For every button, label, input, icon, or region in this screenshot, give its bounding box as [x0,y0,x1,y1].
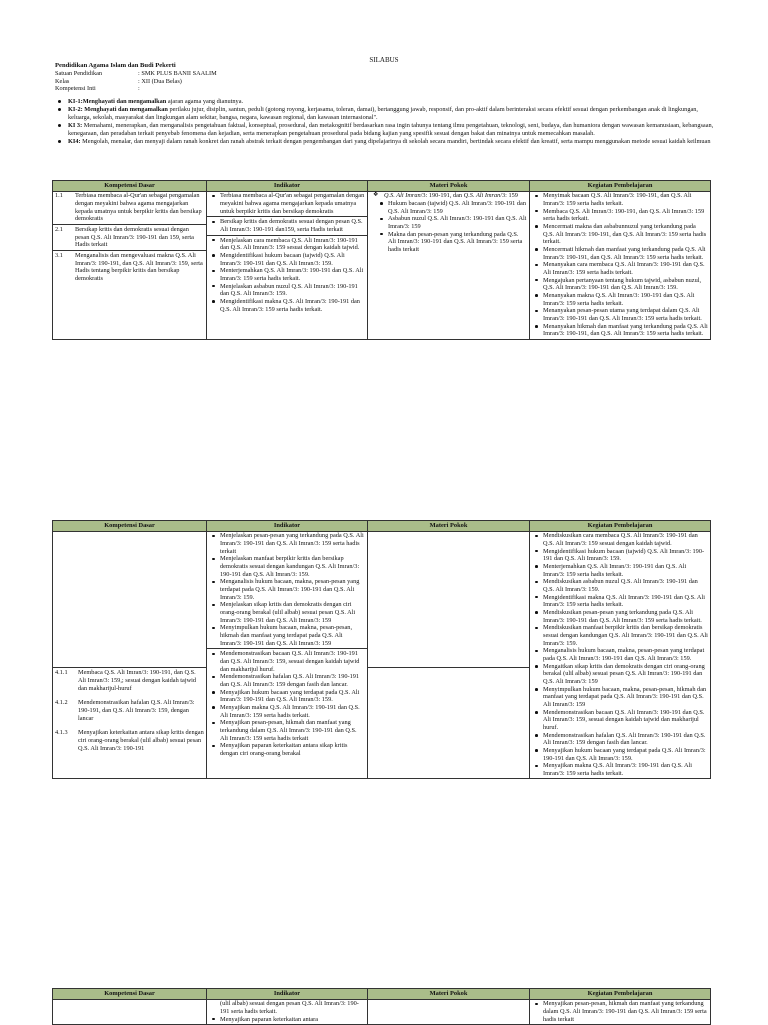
list-item: Terbiasa membaca al-Qur'an sebagai pengamalan dengan meyakini bahwa agama mengajarkan kepada umatnya untuk berpikir kritis dan bersikap demokratis [209,192,365,215]
kd-item: 1.1 Terbiasa membaca al-Qur'an sebagai pengamalan dengan meyakini bahwa agama mengajarkan kepada umatnya untuk berpikir kritis dan bersikap demokratis [55,192,202,223]
list-item: Mengaitkan sikap kritis dan demokratis dengan ciri orang-orang berakal (ulil albab) sesuai pesan Q.S. Ali Imran/3: 190-191 dan Q.S. Ali Imran/3: 159 [532,663,708,686]
list-item: Mencermati hikmah dan manfaat yang terkandung pada Q.S. Ali Imran/3: 190-191, dan Q.S. Ali Imran/3: 159 serta hadis terkait. [532,246,708,261]
list-item: Mendemonstrasikan hafalan Q.S. Ali Imran/3: 190-191 dan Q.S. Ali Imran/3: 159 dengan fasih dan lancar. [209,673,365,688]
list-item: Mengidentifikasi hukum bacaan (tajwid) Q.S. Ali Imran/3: 190-191 dan Q.S. Ali Imran/3: 159. [209,252,365,267]
meta-row-kelas: Kelas : XII (Dua Belas) [55,77,182,85]
indikator-list [209,192,365,215]
list-item: Menjelaskan cara membaca Q.S. Ali Imran/3: 190-191 dan Q.S. Ali Imran/3: 159 sesuai dengan kaidah tajwid. [209,237,365,252]
list-item: Menyimpulkan hukum bacaan, makna, pesan-pesan, hikmah dan manfaat yang terdapat pada Q.S. Ali Imran/3: 190-191 dan Q.S. Ali Imran/3: 159 [209,624,365,647]
indikator-cell [207,531,368,779]
list-item: Menyimpulkan hukum bacaan, makna, pesan-pesan, hikmah dan manfaat yang terdapat pada Q.S. Ali Imran/3: 190-191 dan Q.S. Ali Imran/3: 159 [532,686,708,709]
kd-cell [53,999,207,1024]
header-kompetensi-dasar: Kompetensi Dasar [53,181,207,192]
list-item: Menyajikan paparan keterkaitan antara sikap kritis dengan ciri orang-orang berakal [209,742,365,757]
kegiatan-list [532,532,708,778]
list-item: Mencermati makna dan asbabunnuzul yang terkandung pada Q.S. Ali Imran/3: 190-191, dan Q.S. Ali Imran/3: 159 serta hadis terkait. [532,223,708,246]
kompetensi-inti-list [55,98,715,146]
kd-cell [53,191,207,339]
kegiatan-list [532,192,708,338]
list-item: Mendiskusikan pesan-pesan yang terkandung pada Q.S. Ali Imran/3: 190-191 dan Q.S. Ali Imran/3: 159 serta hadis terkait. [532,609,708,624]
list-item: Mendiskusikan cara membaca Q.S. Ali Imran/3: 190-191 dan Q.S. Ali Imran/3: 159 sesuai dengan kaidah tajwid. [532,532,708,547]
materi-cell [368,191,530,339]
list-item: Bersikap kritis dan demokratis sesuai dengan pesan Q.S. Ali Imran/3: 190-191 dan159, serta Hadis terkait [209,218,365,233]
silabus-table-2 [52,520,711,779]
list-item: Mengidentifikasi makna Q.S. Ali Imran/3: 190-191 dan Q.S. Ali Imran/3: 159 serta hadis terkait. [532,594,708,609]
indikator-list [209,218,365,233]
list-item: Menganalisis hukum bacaan, makna, pesan-pesan yang terdapat pada Q.S. Ali Imran/3: 190-191 dan Q.S. Ali Imran/3: 159. [209,578,365,601]
indikator-continued-text: (ulil albab) sesuai dengan pesan Q.S. Ali Imran/3: 190-191 serta hadis terkait. [220,1000,359,1015]
header-materi-pokok: Materi Pokok [368,181,530,192]
list-item: Menyimak bacaan Q.S. Ali Imran/3: 190-191, dan Q.S. Ali Imran/3: 159 serta hadis terkait. [532,192,708,207]
kegiatan-cell [530,999,711,1024]
diamond-bullet-icon: ❖ [373,192,379,199]
table-header-row [53,181,711,192]
materi-cell [368,531,530,779]
kegiatan-cell [530,531,711,779]
header-kompetensi-dasar: Kompetensi Dasar [53,521,207,532]
kd-item: 2.1 Bersikap kritis dan demokratis sesuai dengan pesan Q.S. Ali Imran/3: 190-191 dan 159, serta Hadis terkait [55,226,194,249]
list-item: Menanyakan pesan-pesan utama yang terdapat dalam Q.S. Ali Imran/3: 190-191 dan Q.S. Ali Imran/3: 159 serta hadis terkait. [532,307,708,322]
indikator-cell [207,191,368,339]
meta-row-ki: Kompetensi Inti : [55,85,140,93]
silabus-table-1 [52,180,711,340]
ki-item: KI-2: Menghayati dan mengamalkan perilaku jujur, disiplin, santun, peduli (gotong royong, kerjasama, toleran, damai), bertanggung jawab, responsif, dan pro-aktif dalam berinteraksi secara efektif sesuai dengan perkembangan anak di lingkungan, keluarga, sekolah, masyarakat dan lingkungan alam sekitar, bangsa, negara, kawasan regional, dan kawasan internasional". [55,106,715,121]
ki-item: KI4: Mengolah, menalar, dan menyaji dalam ranah konkret dan ranah abstrak terkait dengan pengembangan dari yang dipelajarinya di sekolah secara mandiri, bertindak secara efektif dan kreatif, serta mampu menggunakan metode sesuai kaidah keilmuan [55,138,715,146]
kegiatan-list [532,1000,708,1023]
materi-heading: ❖ Q.S. Ali Imran/3: 190-191, dan Q.S. Ali Imran/3: 159 [373,192,518,200]
header-kegiatan: Kegiatan Pembelajaran [530,989,711,1000]
header-materi-pokok: Materi Pokok [368,989,530,1000]
list-item: Menyajikan pesan-pesan, hikmah dan manfaat yang terkandung dalam Q.S. Ali Imran/3: 190-191 dan Q.S. Ali Imran/3: 159 serta hadis terkait [532,1000,708,1023]
list-item: Menanyakan cara membaca Q.S. Ali Imran/3: 190-191 dan Q.S. Ali Imran/3: 159 serta hadis terkait. [532,261,708,276]
indikator-list [209,532,365,647]
kd-item: 4.1.3 Menyajikan keterkaitan antara sikap kritis dengan ciri orang-orang berakal (ulil albab) sesuai pesan Q.S. Ali Imran/3: 190-191 [55,729,204,752]
list-item: Mendiskusikan asbabun nuzul Q.S. Ali Imran/3: 190-191 dan Q.S. Ali Imran/3: 159. [532,578,708,593]
header-indikator: Indikator [207,989,368,1000]
list-item: Asbabun nuzul Q.S. Ali Imran/3: 190-191 dan Q.S. Ali Imran/3: 159 [377,215,527,230]
list-item: Menganalisis hukum bacaan, makna, pesan-pesan yang terdapat pada Q.S. Ali Imran/3: 190-191 dan Q.S. Ali Imran/3: 159. [532,647,708,662]
silabus-table-3 [52,988,711,1025]
list-item: Menjelaskan pesan-pesan yang terkandung pada Q.S. Ali Imran/3: 190-191 dan Q.S. Ali Imran/3: 159 serta hadis terkait [209,532,365,555]
materi-list [370,200,527,254]
list-item: Mendemonstrasikan hafalan Q.S. Ali Imran/3: 190-191 dan Q.S. Ali Imran/3: 159 dengan fasih dan lancar. [532,732,708,747]
table-row [53,191,711,339]
kegiatan-cell [530,191,711,339]
kd-item: 4.1.2 Mendemonstrasikan hafalan Q.S. Ali Imran/3: 190-191, dan Q.S. Ali Imran/3: 159, dengan lancar [55,699,195,722]
indikator-cell [207,999,368,1024]
list-item: Mengidentifikasi hukum bacaan (tajwid) Q.S. Ali Imran/3: 190-191 dan Q.S. Ali Imran/3: 159. [532,548,708,563]
table-row [53,999,711,1024]
list-item: Mendiskusikan manfaat berpikir kritis dan bersikap demokratis sesuai dengan kandungan Q.S. Ali Imran/3: 190-191 dan Q.S. Ali Imran/3: 159. [532,624,708,647]
list-item: Menjelaskan sikap kritis dan demokratis dengan ciri orang-orang berakal (ulil albab) sesuai pesan Q.S. Ali Imran/3: 190-191 dan Q.S. Ali Imran/3: 159 [209,601,365,624]
indikator-list [209,650,365,757]
document-meta [55,62,715,93]
document-title: SILABUS [369,56,399,64]
kd-item: 3.1 Menganalisis dan mengevaluasi makna Q.S. Ali Imran/3: 190-191, dan Q.S. Ali Imran/3: 159, serta Hadis tentang berpikir kritis dan bersikap demokratis [55,252,203,283]
table-row [53,531,711,779]
list-item: Menyajikan hukum bacaan yang terdapat pada Q.S. Ali Imran/3: 190-191 dan Q.S. Ali Imran/3: 159. [532,747,708,762]
list-item: Menterjemahkan Q.S. Ali Imran/3: 190-191 dan Q.S. Ali Imran/3: 159 serta hadis terkait. [209,267,365,282]
list-item: Mengajukan pertanyaan tentang hukum tajwid, asbabun nuzul, Q.S. Ali Imran/3: 190-191 dan Q.S. Ali Imran/3: 159. [532,277,708,292]
header-kegiatan: Kegiatan Pembelajaran [530,521,711,532]
list-item: Mengidentifikasi makna Q.S. Ali Imran/3: 190-191 dan Q.S. Ali Imran/3: 159 serta hadis terkait. [209,298,365,313]
list-item: Menyajikan hukum bacaan yang terdapat pada Q.S. Ali Imran/3: 190-191 dan Q.S. Ali Imran/3: 159. [209,689,365,704]
list-item: Menyajikan makna Q.S. Ali Imran/3: 190-191 dan Q.S. Ali Imran/3: 159 serta hadis terkait. [532,762,708,777]
table-header-row [53,989,711,1000]
list-item: Menjelaskan manfaat berpikir kritis dan bersikap demokratis sesuai dengan kandungan Q.S. Ali Imran/3: 190-191 dan Q.S. Ali Imran/3: 159. [209,555,365,578]
list-item: Mendemonstrasikan bacaan Q.S. Ali Imran/3: 190-191 dan Q.S. Ali Imran/3: 159, sesuai dengan kaidah tajwid dan makharijul huruf. [532,709,708,732]
indikator-list [209,1016,365,1024]
list-item: Menyajikan paparan keterkaitan antara [209,1016,365,1024]
header-materi-pokok: Materi Pokok [368,521,530,532]
subject-title: Pendidikan Agama Islam dan Budi Pekerti [55,62,176,69]
list-item: Menjelaskan asbabun nuzul Q.S. Ali Imran/3: 190-191 dan Q.S. Ali Imran/3: 159. [209,283,365,298]
list-item: Menyajikan makna Q.S. Ali Imran/3: 190-191 dan Q.S. Ali Imran/3: 159 serta hadis terkait. [209,704,365,719]
list-item: Makna dan pesan-pesan yang terkandung pada Q.S. Ali Imran/3: 190-191 dan Q.S. Ali Imran/3: 159 serta hadis terkait [377,231,527,254]
list-item: Menanyakan hikmah dan manfaat yang terkandung pada Q.S. Ali Imran/3: 190-191, dan Q.S. Ali Imran/3: 159 serta hadis terkait. [532,323,708,338]
list-item: Menyajikan pesan-pesan, hikmah dan manfaat yang terkandung dalam Q.S. Ali Imran/3: 190-191 dan Q.S. Ali Imran/3: 159 serta hadis terkait [209,719,365,742]
header-kompetensi-dasar: Kompetensi Dasar [53,989,207,1000]
ki-item: KI-1:Menghayati dan mengamalkan ajaran agama yang dianutnya. [55,98,715,106]
ki-item: KI 3: Memahami, menerapkan, dan menganalisis pengetahuan faktual, konseptual, prosedural, dan metakognitif berdasarkan rasa ingin tahunya tentang ilmu pengetahuan, teknologi, seni, budaya, dan humaniora dengan wawasan kemanusiaan, kebangsaan, kenegaraan, dan peradaban terkait penyebab fenomena dan kejadian, serta menerapkan pengetahuan prosedural pada bidang kajian yang spesifik sesuai dengan bakat dan minatnya untuk memecahkan masalah. [55,122,715,137]
header-indikator: Indikator [207,521,368,532]
header-indikator: Indikator [207,181,368,192]
list-item: Membaca Q.S. Ali Imran/3: 190-191, dan Q.S. Ali Imran/3: 159 serta hadis terkait. [532,208,708,223]
header-kegiatan: Kegiatan Pembelajaran [530,181,711,192]
list-item: Menanyakan makna Q.S. Ali Imran/3: 190-191 dan Q.S. Ali Imran/3: 159 serta hadis terkait. [532,292,708,307]
kd-cell [53,531,207,779]
meta-row-satuan: Satuan Pendidikan : SMK PLUS BANII SAALIM [55,70,217,78]
indikator-list [209,237,365,314]
list-item: Mendemonstrasikan bacaan Q.S. Ali Imran/3: 190-191 dan Q.S. Ali Imran/3: 159, sesuai dengan kaidah tajwid dan makharijul huruf. [209,650,365,673]
table-header-row [53,521,711,532]
list-item: Menterjemahkan Q.S. Ali Imran/3: 190-191 dan Q.S. Ali Imran/3: 159 serta hadis terkait. [532,563,708,578]
kd-item: 4.1.1 Membaca Q.S. Ali Imran/3: 190-191, dan Q.S. Ali Imran/3: 159,; sesuai dengan kaidah tajwid dan makharijul-huruf [55,669,197,692]
list-item: Hukum bacaan (tajwid) Q.S. Ali Imran/3: 190-191 dan Q.S. Ali Imran/3: 159 [377,200,527,215]
materi-cell [368,999,530,1024]
